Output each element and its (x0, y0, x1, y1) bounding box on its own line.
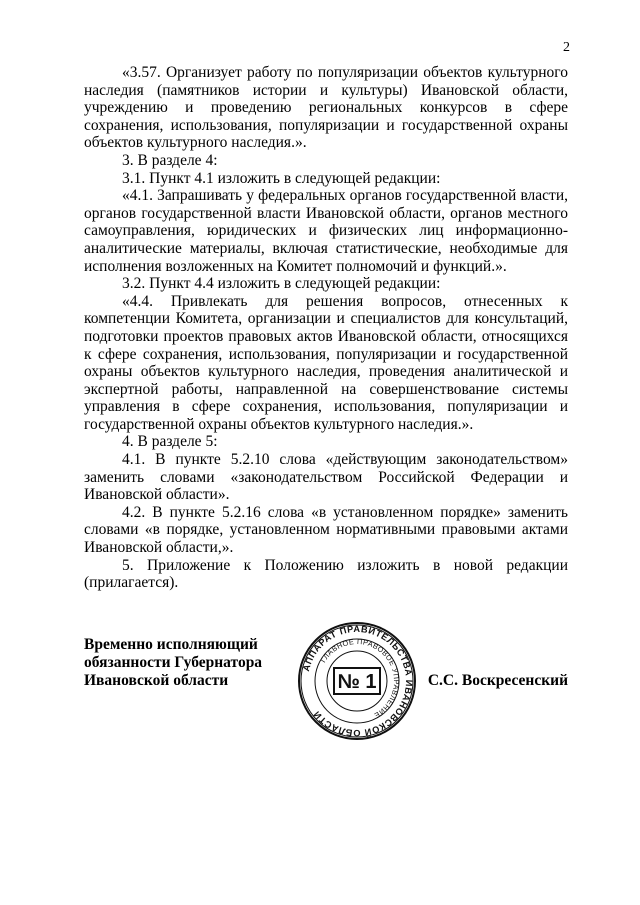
paragraph: «3.57. Организует работу по популяризации объектов культурного наследия (памятников истории и культуры) Ивановской области, учреждению и проведению региональных конкурсов в сфере сохранения, использования, популяризации и государственной охраны объектов культурного наследия.». (84, 64, 568, 152)
paragraph: 4. В разделе 5: (122, 433, 218, 451)
page-number: 2 (563, 40, 570, 55)
paragraph: 3. В разделе 4: (122, 151, 218, 169)
signatory-name: С.С. Воскресенский (427, 672, 568, 689)
paragraph: 3.2. Пункт 4.4 изложить в следующей редакции: (122, 275, 441, 293)
signatory-position (84, 636, 262, 690)
paragraph: 3.1. Пункт 4.1 изложить в следующей редакции: (122, 169, 441, 187)
stamp-outer-text: АППАРАТ ПРАВИТЕЛЬСТВА ИВАНОВСКОЙ ОБЛАСТИ (300, 623, 415, 739)
paragraph: «4.1. Запрашивать у федеральных органов государственной власти, органов государственной власти Ивановской области, органов местного самоуправления, юридических и физических лиц информационно-аналитические материалы, включая статистические, необходимые для исполнения возложенных на Комитет полномочий и функций.». (84, 187, 568, 275)
stamp-inner-text: ГЛАВНОЕ ПРАВОВОЕ УПРАВЛЕНИЕ (318, 636, 402, 721)
position-line: Временно исполняющий (84, 636, 258, 653)
paragraph: 4.1. В пункте 5.2.10 слова «действующим законодательством» заменить словами «законодательством Российской Федерации и Ивановской области». (84, 451, 568, 504)
paragraph: 4.2. В пункте 5.2.16 слова «в установленном порядке» заменить словами «в порядке, установленном нормативными правовыми актами Ивановской области,». (84, 503, 568, 557)
position-line: обязанности Губернатора (84, 654, 263, 671)
document-body (84, 64, 568, 592)
signature-block (84, 620, 568, 739)
official-stamp (296, 620, 418, 742)
stamp-number: № 1 (337, 671, 377, 693)
paragraph: «4.4. Привлекать для решения вопросов, отнесенных к компетенции Комитета, организации и специалистов для консультаций, подготовки проектов правовых актов Ивановской области, относящихся к сфере сохранения, использования, популяризации и государственной охраны объектов культурного наследия, проведения аналитической и экспертной работы, направленной на совершенствование системы управления в сфере сохранения, использования, популяризации и государственной охраны объектов культурного наследия.». (84, 292, 568, 433)
paragraph: 5. Приложение к Положению изложить в новой редакции (прилагается). (84, 556, 568, 592)
position-line: Ивановской области (84, 672, 229, 689)
